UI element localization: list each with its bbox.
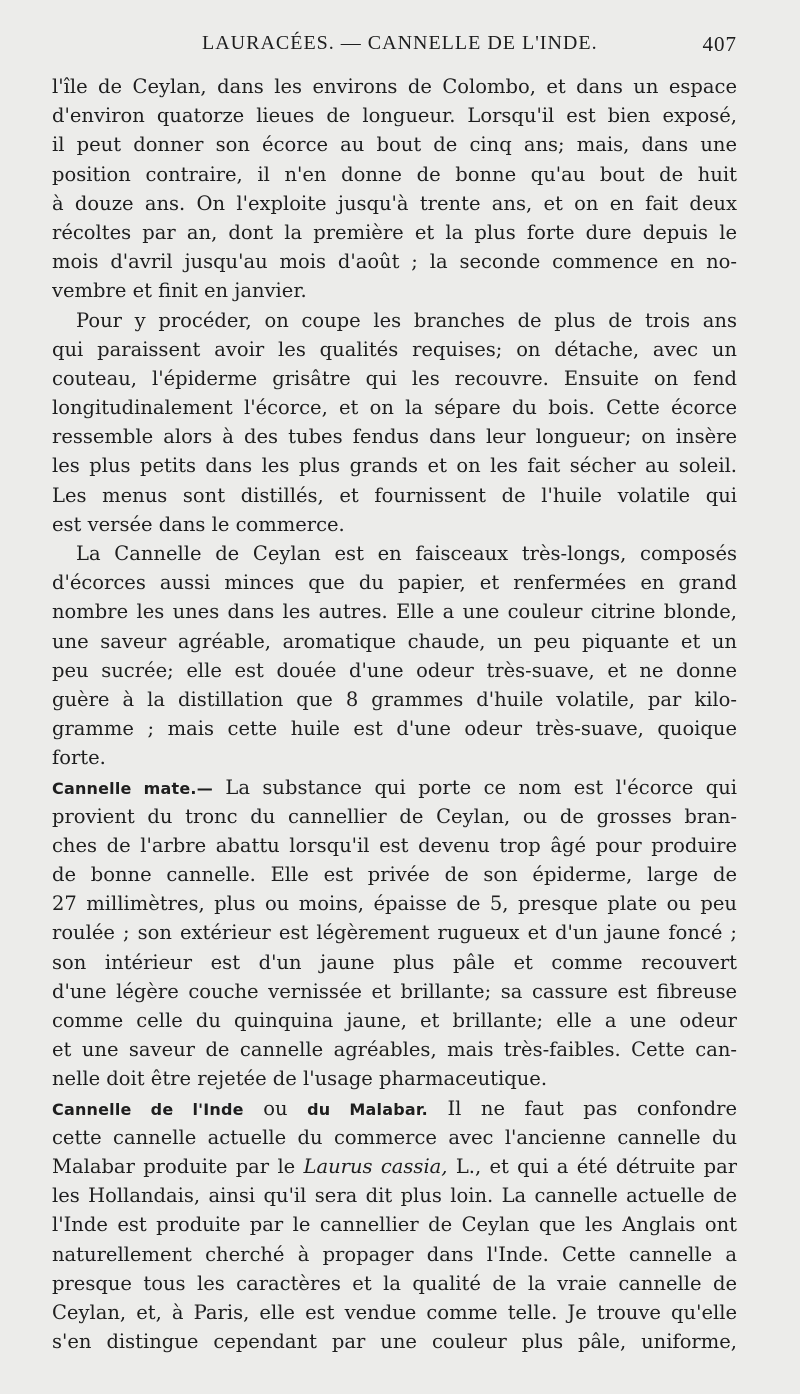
text-run: il peut donner son écorce au bout de cinq ans; mais, dans une	[52, 133, 737, 157]
text-line	[52, 889, 737, 918]
text-line	[52, 72, 737, 101]
text-run: qui paraissent avoir les qualités requises; on détache, avec un	[52, 337, 737, 361]
text-run: La Cannelle de Ceylan est en faisceaux très-longs, composés	[76, 542, 737, 565]
italic-term: Laurus cassia,	[303, 1154, 448, 1178]
text-line	[52, 1240, 737, 1269]
text-run: couteau, l'épiderme grisâtre qui les recouvre. Ensuite on fend	[52, 366, 737, 390]
text-line	[52, 1298, 737, 1327]
text-run: vembre et finit en janvier.	[52, 279, 307, 303]
running-title: LAURACÉES. — CANNELLE DE L'INDE.	[202, 32, 598, 54]
text-run: naturellement cherché à propager dans l'Inde. Cette cannelle a	[52, 1242, 737, 1266]
text-run: roulée ; son extérieur est légèrement rugueux et d'un jaune foncé ;	[52, 921, 737, 945]
text-run: l'Inde est produite par le cannellier de Ceylan que les Anglais ont	[52, 1213, 737, 1237]
text-run: Malabar produite par le	[52, 1154, 304, 1178]
text-line	[52, 685, 737, 714]
text-run: son intérieur est d'un jaune plus pâle et comme recouvert	[52, 950, 737, 974]
text-line	[52, 1269, 737, 1298]
text-line	[52, 393, 737, 422]
text-line	[52, 802, 737, 831]
text-run: position contraire, il n'en donne de bonne qu'au bout de huit	[52, 162, 737, 186]
running-header	[52, 32, 737, 62]
text-line	[52, 247, 737, 276]
text-run: ou	[243, 1096, 308, 1120]
text-run: Il ne faut pas confondre	[427, 1096, 737, 1120]
text-run: une saveur agréable, aromatique chaude, un peu piquante et un	[52, 629, 737, 653]
text-run: longitudinalement l'écorce, et on la sépare du bois. Cette écorce	[52, 396, 737, 420]
text-run: d'environ quatorze lieues de longueur. Lorsqu'il est bien exposé,	[52, 104, 737, 128]
text-run: d'écorces aussi minces que du papier, et renfermées en grand	[52, 571, 737, 595]
text-line	[52, 1123, 737, 1152]
text-run: comme celle du quinquina jaune, et brillante; elle a une odeur	[52, 1009, 737, 1032]
text-line	[52, 1064, 737, 1093]
text-line	[52, 1181, 737, 1210]
text-run: à douze ans. On l'exploite jusqu'à trente ans, et on en fait deux	[52, 191, 737, 215]
text-run: nombre les unes dans les autres. Elle a une couleur citrine blonde,	[52, 600, 737, 624]
text-run: Les menus sont distillés, et fournissent de l'huile volatile qui	[52, 483, 737, 507]
text-run: La substance qui porte ce nom est l'écorce qui	[212, 775, 737, 799]
text-line	[52, 1210, 737, 1239]
text-line	[52, 422, 737, 451]
text-line	[52, 1152, 737, 1181]
text-run: peu sucrée; elle est douée d'une odeur très-suave, et ne donne	[52, 658, 737, 682]
text-line	[52, 510, 737, 539]
text-line	[52, 481, 737, 510]
text-line	[52, 1035, 737, 1064]
text-line	[52, 918, 737, 947]
text-run: ressemble alors à des tubes fendus dans leur longueur; on insère	[52, 425, 737, 449]
text-line	[52, 860, 737, 889]
section-heading: du Malabar.	[307, 1099, 428, 1119]
text-run: Pour y procéder, on coupe les branches de plus de trois ans	[76, 308, 737, 332]
text-run: 27 millimètres, plus ou moins, épaisse de 5, presque plate ou peu	[52, 892, 737, 916]
text-line	[52, 568, 737, 597]
text-run: Ceylan, et, à Paris, elle est vendue comme telle. Je trouve qu'elle	[52, 1300, 737, 1324]
text-run: nelle doit être rejetée de l'usage pharmaceutique.	[52, 1067, 548, 1091]
text-line	[52, 977, 737, 1006]
text-line	[52, 656, 737, 685]
text-line	[52, 627, 737, 656]
text-run: s'en distingue cependant par une couleur plus pâle, uniforme,	[52, 1330, 737, 1354]
text-line	[52, 1094, 737, 1123]
section-heading: Cannelle mate.—	[52, 778, 213, 798]
text-run: d'une légère couche vernissée et brillante; sa cassure est fibreuse	[52, 979, 737, 1003]
text-run: récoltes par an, dont la première et la plus forte dure depuis le	[52, 220, 737, 244]
text-line	[52, 831, 737, 860]
text-line	[52, 1006, 737, 1035]
text-run: les Hollandais, ainsi qu'il sera dit plus loin. La cannelle actuelle de	[52, 1184, 737, 1208]
text-run: et une saveur de cannelle agréables, mais très-faibles. Cette can-	[52, 1038, 737, 1062]
text-run: presque tous les caractères et la qualité de la vraie cannelle de	[52, 1271, 737, 1295]
text-run: gramme ; mais cette huile est d'une odeur très-suave, quoique	[52, 717, 737, 741]
text-line	[52, 714, 737, 743]
text-line	[52, 160, 737, 189]
text-run: ches de l'arbre abattu lorsqu'il est devenu trop âgé pour produire	[52, 833, 737, 857]
text-run: provient du tronc du cannellier de Ceylan, ou de grosses bran-	[52, 804, 737, 828]
text-run: cette cannelle actuelle du commerce avec l'ancienne cannelle du	[52, 1125, 737, 1149]
text-run: L., et qui a été détruite par	[447, 1154, 737, 1178]
text-line	[52, 130, 737, 159]
text-line	[52, 948, 737, 977]
text-run: les plus petits dans les plus grands et on les fait sécher au soleil.	[52, 454, 737, 478]
body-text	[52, 72, 737, 1356]
text-line	[52, 276, 737, 305]
text-run: l'île de Ceylan, dans les environs de Colombo, et dans un espace	[52, 75, 737, 98]
text-run: mois d'avril jusqu'au mois d'août ; la seconde commence en no-	[52, 250, 737, 274]
text-line	[52, 364, 737, 393]
text-line	[52, 451, 737, 480]
text-run: est versée dans le commerce.	[52, 512, 345, 536]
text-line	[52, 773, 737, 802]
section-heading: Cannelle de l'Inde	[52, 1099, 244, 1119]
text-line	[52, 1327, 737, 1356]
text-line	[52, 539, 737, 568]
text-line	[52, 335, 737, 364]
text-line	[52, 189, 737, 218]
text-line	[52, 218, 737, 247]
text-line	[52, 743, 737, 772]
text-line	[52, 306, 737, 335]
text-run: guère à la distillation que 8 grammes d'huile volatile, par kilo-	[52, 687, 737, 711]
text-run: de bonne cannelle. Elle est privée de son épiderme, large de	[52, 863, 737, 887]
text-line	[52, 101, 737, 130]
text-run: forte.	[52, 746, 106, 770]
text-line	[52, 597, 737, 626]
page-number: 407	[702, 32, 737, 56]
